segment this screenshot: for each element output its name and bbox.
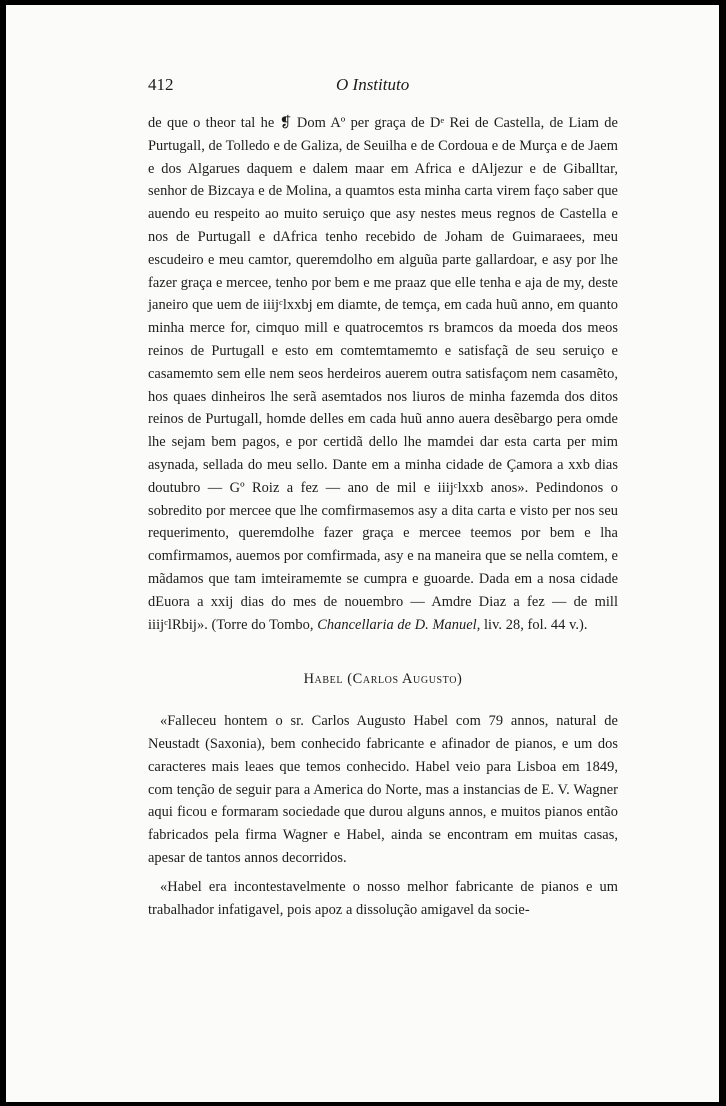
charter-text: de que o theor tal he ❡ Dom Aº per graça de Dᵉ Rei de Castella, de Liam de Purtugall, de Tolledo e de Galiza, de Seuilha e de Cordoua e de Murça e de Jaem e dos Algarues daquem e dalem maar em Africa e dAljezur e de Giballtar, senhor de Bizcaya e de Molina, a quamtos esta minha carta virem faço saber que auendo eu respeito ao muito seruiço que asy nestes meus regnos de Castella e nos de Purtugall e dAfrica tenho recebido de Joham de Guimaraees, meu escudeiro e meu camtor, queremdolho em alguũa parte gallardoar, e asy por lhe fazer graça e mercee, tenho por bem e me praaz que elle tenha e aja de my, deste janeiro que uem de iiijᶜlxxbj em diamte, de temça, em cada huũ anno, em quanto minha merce for, cimquo mill e quatrocemtos rs bramcos da moeda dos meos reinos de Purtugall e esto em comtemtamemto e satisfaçã de seu seruiço e casamemto sem elle nem seos herdeiros auerem outra satisfaçom nem casamẽto, hos quaes dinheiros lhe serã asemtados nos liuros de minha fazemda dos ditos reinos de Purtugall, homde delles em cada huũ anno auera desẽbargo pera omde lhe sejam bem pagos, e por certidã dello lhe mamdei dar esta carta per mim asynada, sellada do meu sello. Dante em a minha cidade de Çamora a xxb dias doutubro — Gº Roiz a fez — ano de mil e iiijᶜlxxb anos». Pedindonos o sobredito por mercee que lhe comfirmasemos asy a dita carta e visto per nos seu requerimento, queremdolhe fazer graça e mercee teemos por bem e lha comfirmamos, auemos por comfirmada, asy e na maneira que se nella comtem, e mãdamos que tam imteiramemte se cumpra e guoarde. Dada em a nosa cidade dEuora a xxij dias do mes de nouembro — Amdre Diaz a fez — de mill iiijᶜlRbij». (Torre do Tombo, [148, 115, 618, 633]
journal-title: O Instituto [336, 75, 410, 94]
section-heading [148, 668, 618, 691]
heading-subname: (Carlos Augusto) [347, 671, 463, 688]
page-number: 412 [148, 75, 174, 94]
paragraph-charter [148, 112, 618, 636]
paragraph-obituary-2: «Habel era incontestavelmente o nosso melhor fabricante de pianos e um trabalhador infatigavel, pois apoz a dissolução amigavel da socie- [148, 878, 618, 918]
body-text [148, 112, 618, 921]
paragraph-obituary-1: «Falleceu hontem o sr. Carlos Augusto Habel com 79 annos, natural de Neustadt (Saxonia), bem conhecido fabricante e afinador de pianos, e um dos caracteres mais leaes que temos conhecido. Habel veio para Lisboa em 1849, com tenção de seguir para a America do Norte, mas a instancias de E. V. Wagner aqui ficou e formaram sociedade que durou alguns annos, e muitos pianos então fabricados pela firma Wagner e Habel, ainda se encontram em muitas casas, apesar de tantos annos decorridos. [148, 713, 618, 866]
running-head [148, 75, 618, 99]
book-page [6, 5, 719, 1102]
citation-italic: Chancellaria de D. Manuel [317, 616, 477, 633]
citation-end: , liv. 28, fol. 44 v.). [476, 616, 588, 633]
heading-name: Habel [303, 671, 344, 688]
